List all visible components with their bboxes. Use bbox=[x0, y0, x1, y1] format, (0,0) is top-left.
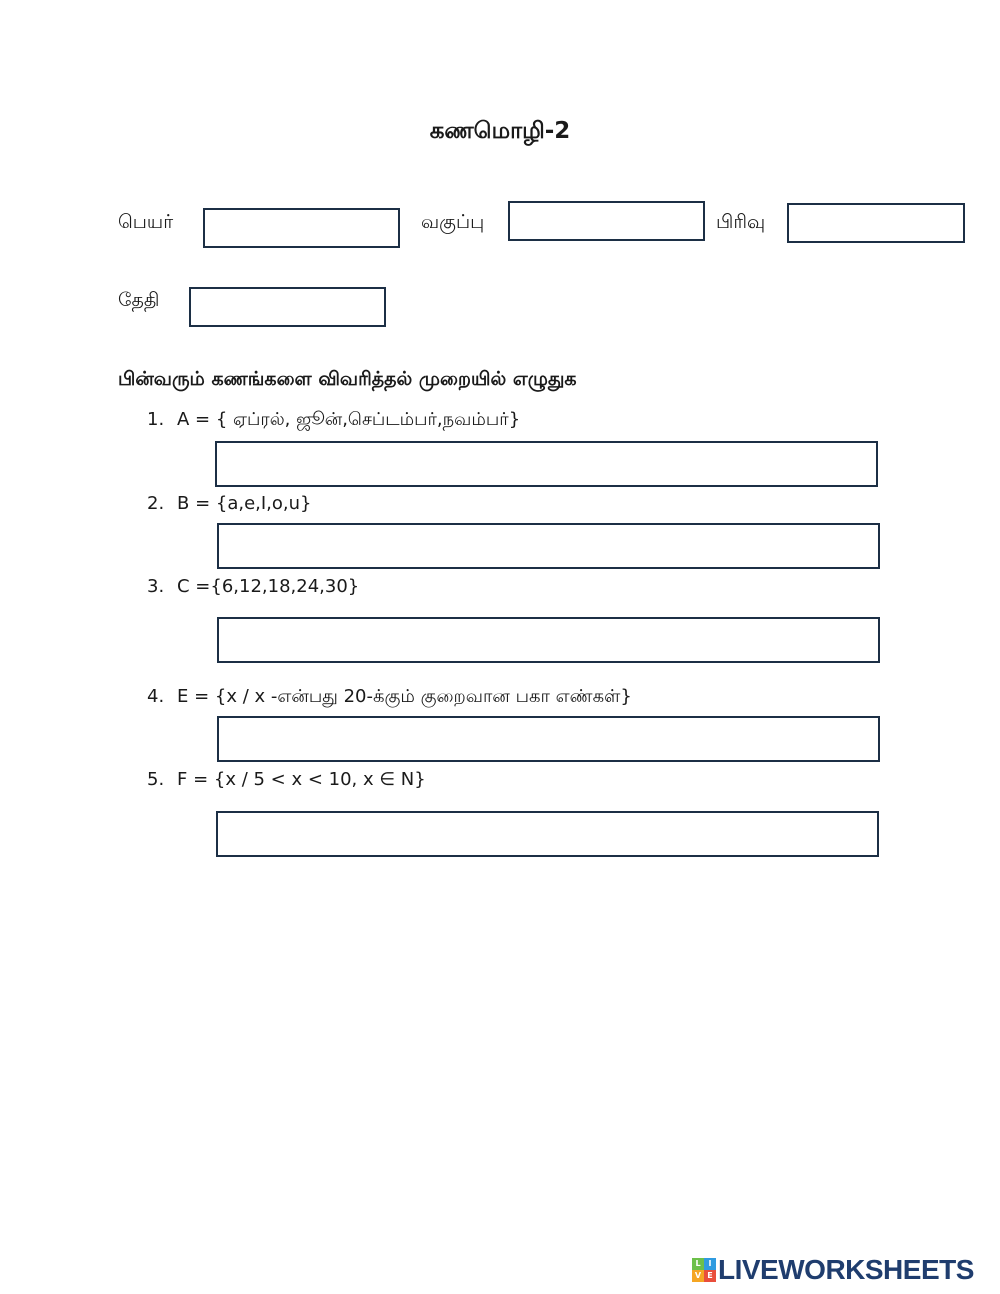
logo-letter: L bbox=[692, 1258, 704, 1270]
logo-letter: E bbox=[704, 1270, 716, 1282]
liveworksheets-logo-icon bbox=[692, 1258, 716, 1282]
brand-name: LIVEWORKSHEETS bbox=[718, 1254, 974, 1285]
date-label: தேதி bbox=[118, 289, 160, 311]
question-number: 5. bbox=[147, 769, 165, 790]
class-label: வகுப்பு bbox=[421, 211, 485, 233]
logo-letter: I bbox=[704, 1258, 716, 1270]
section-label: பிரிவு bbox=[716, 211, 766, 233]
logo-letter: V bbox=[692, 1270, 704, 1282]
question-text: C ={6,12,18,24,30} bbox=[177, 576, 360, 597]
answer-input-5[interactable] bbox=[216, 811, 879, 857]
name-input[interactable] bbox=[203, 208, 400, 248]
page-title: கணமொழி-2 bbox=[429, 118, 571, 144]
question-number: 3. bbox=[147, 576, 165, 597]
question-number: 1. bbox=[147, 409, 165, 430]
answer-input-3[interactable] bbox=[217, 617, 880, 663]
name-label: பெயர் bbox=[118, 211, 174, 233]
question-text: E = {x / x -என்பது 20-க்கும் குறைவான பகா எண்கள்} bbox=[177, 686, 632, 707]
instruction-heading: பின்வரும் கணங்களை விவரித்தல் முறையில் எழுதுக bbox=[118, 368, 577, 390]
class-input[interactable] bbox=[508, 201, 705, 241]
question-text: B = {a,e,I,o,u} bbox=[177, 493, 312, 514]
answer-input-1[interactable] bbox=[215, 441, 878, 487]
question-text: A = { ஏப்ரல், ஜூன்,செப்டம்பர்,நவம்பர்} bbox=[177, 409, 521, 430]
section-input[interactable] bbox=[787, 203, 965, 243]
question-number: 2. bbox=[147, 493, 165, 514]
liveworksheets-logo bbox=[692, 1253, 974, 1287]
question-text: F = {x / 5 < x < 10, x ∈ N} bbox=[177, 769, 426, 790]
question-number: 4. bbox=[147, 686, 165, 707]
answer-input-2[interactable] bbox=[217, 523, 880, 569]
date-input[interactable] bbox=[189, 287, 386, 327]
answer-input-4[interactable] bbox=[217, 716, 880, 762]
